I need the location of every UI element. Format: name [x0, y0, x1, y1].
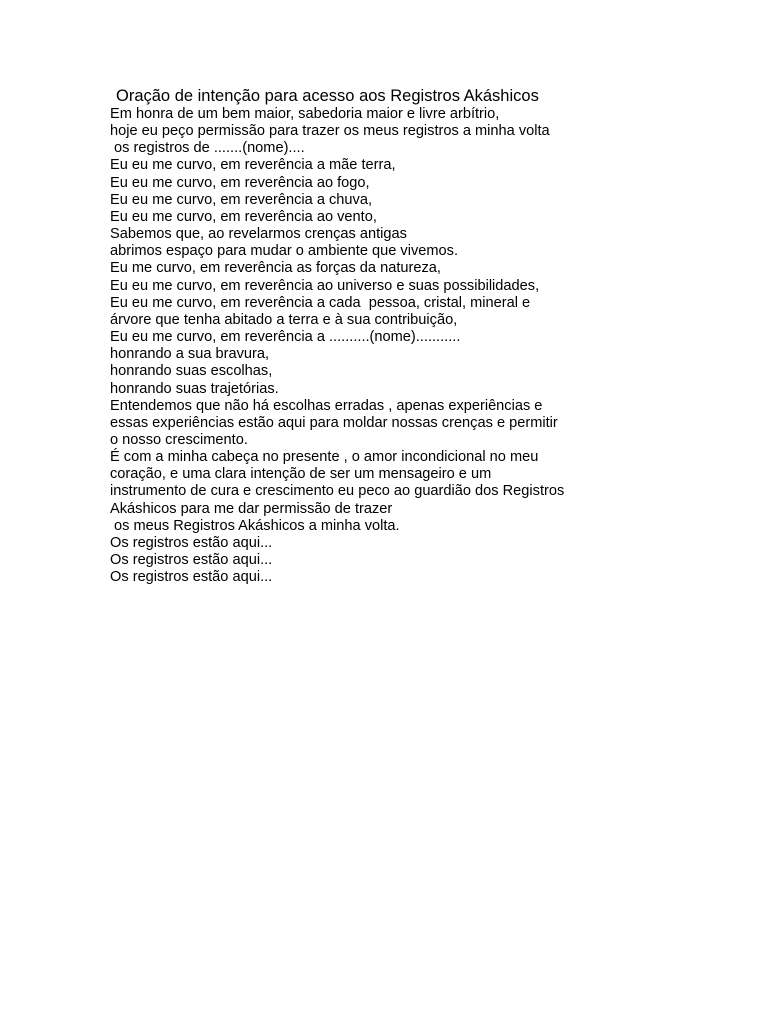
text-line: Eu me curvo, em reverência as forças da natureza,	[110, 260, 441, 277]
prayer-text	[110, 106, 670, 586]
text-line: o nosso crescimento.	[110, 431, 248, 448]
document-title: Oração de intenção para acesso aos Registros Akáshicos	[116, 87, 539, 105]
text-line: árvore que tenha abitado a terra e à sua contribuição,	[110, 311, 458, 328]
text-line: coração, e uma clara intenção de ser um mensageiro e um	[110, 466, 492, 483]
text-line: Sabemos que, ao revelarmos crenças antigas	[110, 226, 407, 243]
document-body	[110, 87, 670, 586]
text-line: Eu eu me curvo, em reverência ao universo e suas possibilidades,	[110, 277, 540, 294]
text-line: essas experiências estão aqui para moldar nossas crenças e permitir	[110, 414, 558, 431]
text-line: instrumento de cura e crescimento eu peco ao guardião dos Registros	[110, 483, 565, 500]
text-line: os registros de .......(nome)....	[110, 140, 305, 157]
text-line: honrando suas trajetórias.	[110, 380, 279, 397]
text-line: Eu eu me curvo, em reverência a chuva,	[110, 191, 373, 208]
text-line: É com a minha cabeça no presente , o amor incondicional no meu	[110, 449, 539, 466]
text-line: Eu eu me curvo, em reverência ao vento,	[110, 208, 377, 225]
text-line: Os registros estão aqui...	[110, 534, 273, 551]
text-line: Em honra de um bem maior, sabedoria maior e livre arbítrio,	[110, 106, 500, 122]
text-line: Eu eu me curvo, em reverência a mãe terra,	[110, 157, 396, 174]
text-line: Os registros estão aqui...	[110, 552, 273, 569]
text-line: Eu eu me curvo, em reverência ao fogo,	[110, 174, 370, 191]
text-line: honrando a sua bravura,	[110, 346, 270, 363]
text-line: Eu eu me curvo, em reverência a ..........(nome)...........	[110, 329, 461, 346]
text-line: Akáshicos para me dar permissão de trazer	[110, 500, 393, 517]
text-line: Eu eu me curvo, em reverência a cada pessoa, cristal, mineral e	[110, 294, 531, 311]
text-line: honrando suas escolhas,	[110, 363, 273, 380]
text-line: os meus Registros Akáshicos a minha volta.	[110, 517, 400, 534]
text-line: hoje eu peço permissão para trazer os meus registros a minha volta	[110, 123, 550, 140]
text-line: Entendemos que não há escolhas erradas , apenas experiências e	[110, 397, 543, 414]
text-line: abrimos espaço para mudar o ambiente que vivemos.	[110, 243, 458, 260]
text-line: Os registros estão aqui...	[110, 569, 273, 586]
